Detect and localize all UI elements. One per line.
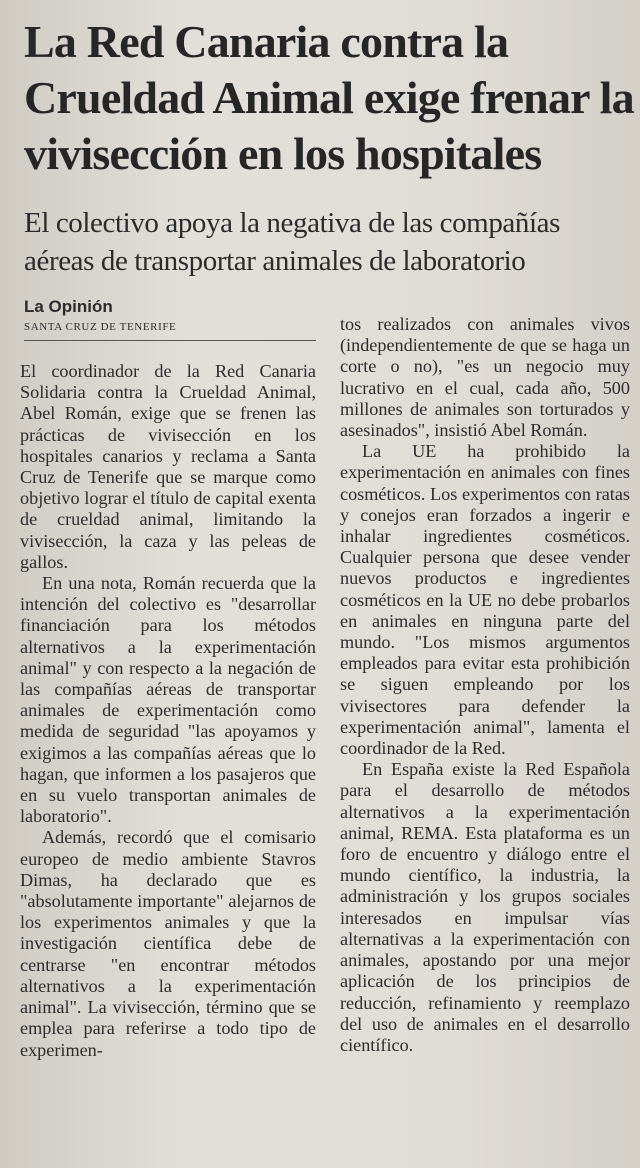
headline: La Red Canaria contra la Crueldad Animal exige frenar la vivisección en los hospitales [24, 16, 634, 179]
paragraph: En España existe la Red Española para el desarrollo de métodos alternativos a la experimentación animal, REMA. Esta plataforma es un foro de encuentro y diálogo entre el mundo científico, la industria, la administración y los grupos sociales interesados en impulsar vías alternativas a la experimentación con animales, apostando por una mejor aplicación de los principios de reducción, refinamiento y reemplazo del uso de animales en el desarrollo científico. [340, 759, 630, 1055]
paragraph: Además, recordó que el comisario europeo de medio ambiente Stavros Dimas, ha declarado que es "absolutamente importante" alejarnos de los experimentos animales y que la investigación científica debe de centrarse "en encontrar métodos alternativos a la experimentación animal". La vivisección, término que se emplea para referirse a todo tipo de experimen- [20, 827, 316, 1060]
subheadline: El colectivo apoya la negativa de las compañías aéreas de transportar animales de laboratorio [24, 207, 561, 277]
paragraph: El coordinador de la Red Canaria Solidaria contra la Crueldad Animal, Abel Román, exige que se frenen las prácticas de vivisección en los hospitales canarios y reclama a Santa Cruz de Tenerife que se marque como objetivo lograr el título de capital exenta de crueldad animal, limitando la vivisección, la caza y las peleas de gallos. [20, 361, 316, 572]
paragraph: En una nota, Román recuerda que la intención del colectivo es "desarrollar financiación para los métodos alternativos a la experimentación animal" y con respecto a la negación de las compañías aéreas de transportar animales de experimentación como medida de seguridad "las apoyamos y exigimos a las compañías aéreas que lo hagan, que informen a los pasajeros que en su vuelo transportan animales de laboratorio". [20, 573, 316, 827]
paragraph: tos realizados con animales vivos (independientemente de que se haga un corte o no), "es un negocio muy lucrativo en el cual, cada año, 500 millones de animales son torturados y asesinados", insistió Abel Román. [340, 314, 630, 441]
paragraph: La UE ha prohibido la experimentación en animales con fines cosméticos. Los experimentos con ratas y conejos eran forzados a ingerir e inhalar ingredientes cosméticos. Cualquier persona que desee vender nuevos productos e ingredientes cosméticos en la UE no debe probarlos en animales en ninguna parte del mundo. "Los mismos argumentos empleados para evitar esta prohibición se siguen empleando por los vivisectores para defender la experimentación animal", lamenta el coordinador de la Red. [340, 441, 630, 759]
dateline-location: SANTA CRUZ DE TENERIFE [24, 321, 177, 333]
source-name: La Opinión [24, 297, 113, 316]
left-column [20, 296, 316, 1061]
byline-divider [24, 340, 316, 341]
right-column [340, 314, 630, 1056]
